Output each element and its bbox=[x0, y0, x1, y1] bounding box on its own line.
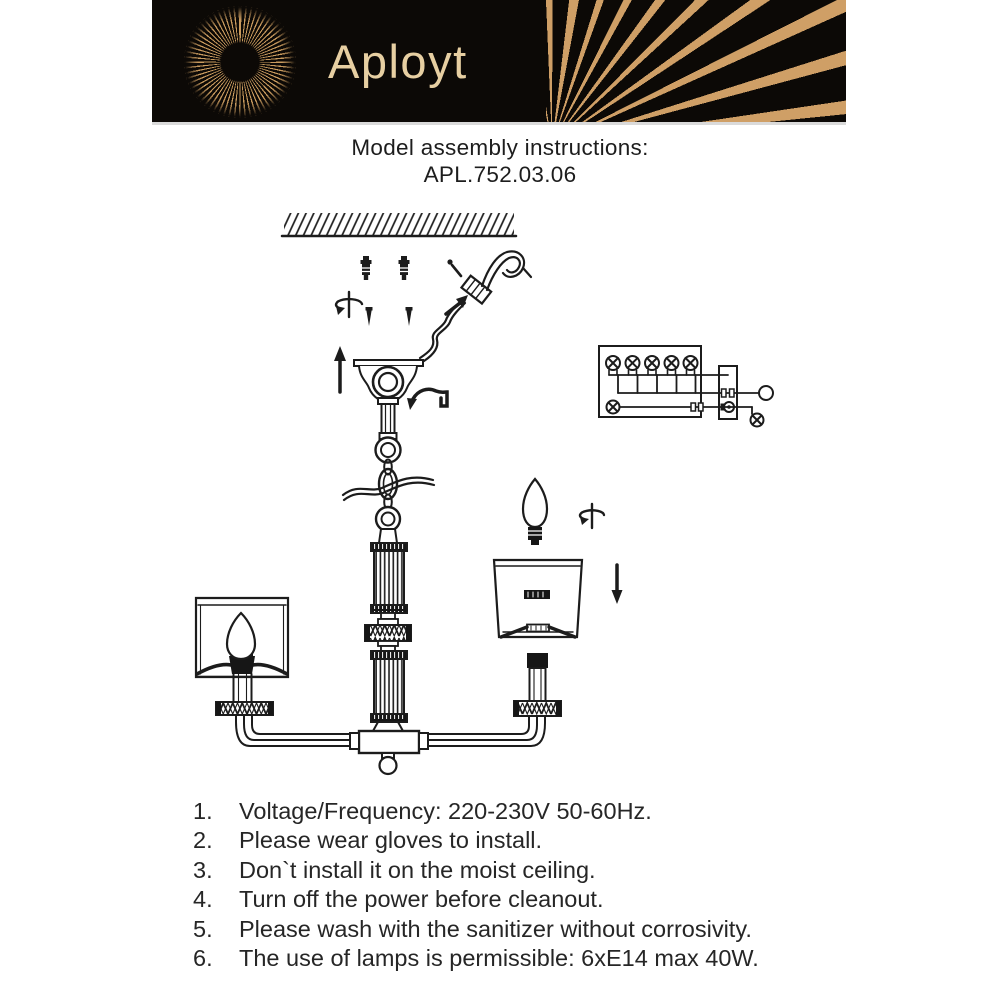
page-title: Model assembly instructions: bbox=[351, 135, 649, 160]
instruction-number: 4. bbox=[193, 886, 213, 913]
supply-cable bbox=[343, 478, 434, 500]
screw-icon bbox=[366, 307, 413, 326]
instruction-item bbox=[193, 826, 759, 855]
mains-cord-terminal bbox=[420, 251, 531, 361]
instruction-item bbox=[193, 915, 759, 944]
instruction-item bbox=[193, 856, 759, 885]
hang-hook-icon bbox=[407, 389, 447, 410]
instruction-number: 2. bbox=[193, 827, 213, 854]
rotate-screw-icon bbox=[336, 292, 362, 317]
instruction-text: Turn off the power before cleanout. bbox=[239, 886, 604, 913]
down-arrow-icon bbox=[612, 565, 623, 604]
glass-shade-right bbox=[494, 560, 582, 637]
lamp-symbol bbox=[606, 356, 698, 370]
instruction-text: Don`t install it on the moist ceiling. bbox=[239, 856, 596, 883]
model-code: APL.752.03.06 bbox=[423, 162, 577, 187]
central-column bbox=[350, 543, 428, 774]
wall-anchor-icon bbox=[361, 256, 410, 280]
right-socket-assembly bbox=[514, 653, 561, 716]
instructions-list bbox=[193, 797, 759, 973]
hanging-chain bbox=[376, 460, 400, 544]
instruction-item bbox=[193, 797, 759, 826]
brand-wordmark: Aployt bbox=[328, 35, 468, 88]
instruction-text: Please wear gloves to install. bbox=[239, 827, 543, 854]
instruction-number: 6. bbox=[193, 945, 213, 972]
rotate-bulb-icon bbox=[580, 504, 604, 528]
chandelier-arm-right bbox=[428, 716, 545, 746]
ceiling-hatch bbox=[282, 213, 516, 236]
candle-bulb bbox=[523, 479, 547, 545]
instruction-number: 3. bbox=[193, 856, 213, 883]
instruction-item bbox=[193, 944, 759, 973]
chandelier-arm-left bbox=[236, 715, 352, 746]
ceiling-canopy bbox=[354, 360, 423, 463]
instruction-text: The use of lamps is permissible: 6xE14 max 40W. bbox=[239, 945, 759, 972]
up-arrow-icon bbox=[334, 346, 346, 392]
instruction-number: 5. bbox=[193, 915, 213, 942]
wiring-schematic bbox=[599, 346, 773, 427]
instruction-text: Voltage/Frequency: 220-230V 50-60Hz. bbox=[239, 798, 652, 824]
instruction-item bbox=[193, 885, 759, 914]
left-lamp-assembly bbox=[196, 598, 288, 715]
instruction-number: 1. bbox=[193, 798, 213, 824]
instruction-text: Please wash with the sanitizer without corrosivity. bbox=[239, 915, 752, 942]
